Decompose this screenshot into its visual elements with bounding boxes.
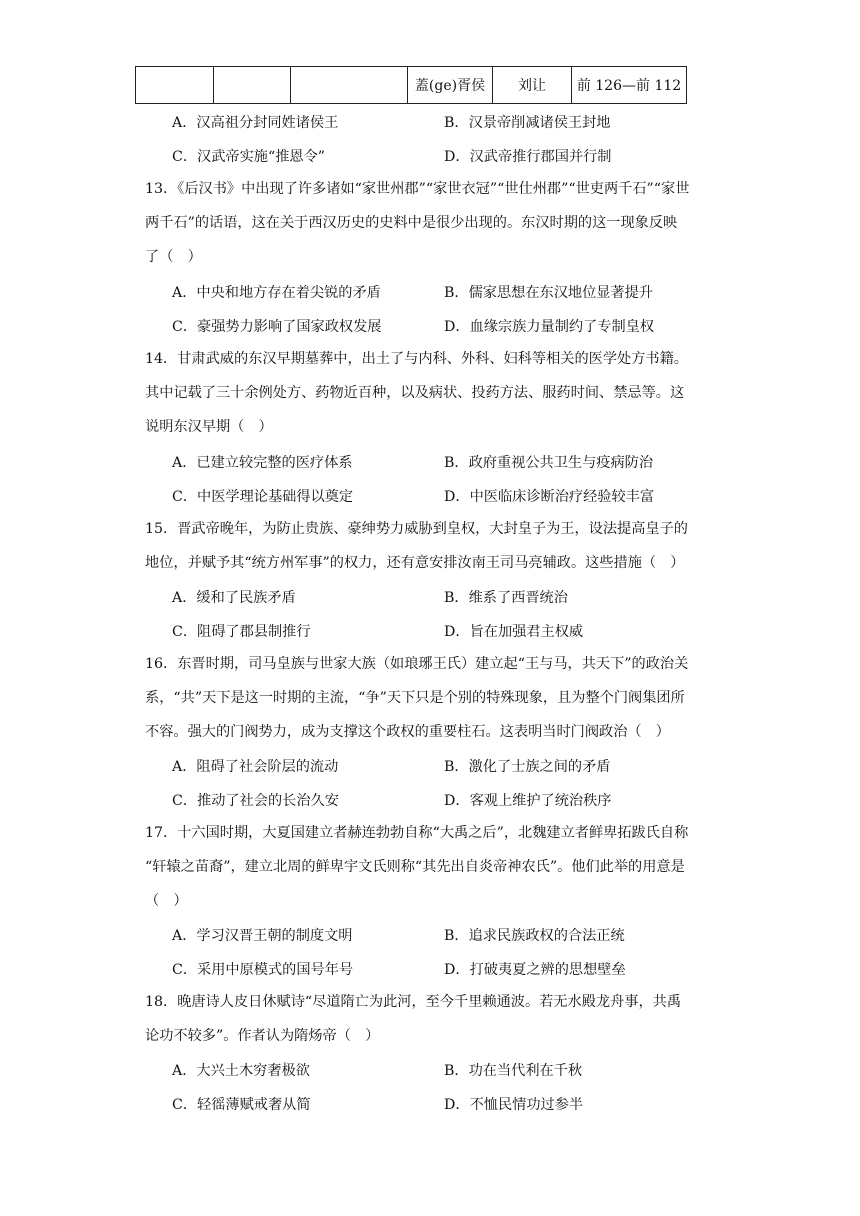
question-13 (145, 172, 725, 274)
option-c: C．轻徭薄赋戒奢从简 (172, 1097, 311, 1113)
option-a: A．大兴土木穷奢极欲 (172, 1063, 310, 1079)
option-c: C．采用中原模式的国号年号 (172, 962, 354, 978)
question-line: 14．甘肃武威的东汉早期墓葬中，出土了与内科、外科、妇科等相关的医学处方书籍。 (145, 351, 688, 367)
question-line: 说明东汉早期（ ） (145, 419, 273, 435)
option-a: A．汉高祖分封同姓诸侯王 (172, 115, 339, 131)
question-line: 系，“共”天下是这一时期的主流，“争”天下只是个别的特殊现象，且为整个门阀集团所 (145, 690, 685, 706)
option-d: D．旨在加强君主权威 (444, 624, 584, 640)
option-d: D．打破夷夏之辨的思想壁垒 (444, 962, 626, 978)
option-c: C．推动了社会的长治久安 (172, 793, 339, 809)
option-a: A．缓和了民族矛盾 (172, 590, 296, 606)
option-d: D．汉武帝推行郡国并行制 (444, 149, 612, 165)
option-b: B．追求民族政权的合法正统 (444, 928, 625, 944)
option-a: A．阻碍了社会阶层的流动 (172, 759, 339, 775)
table-cell: 刘让 (493, 67, 572, 104)
option-c: C．阻碍了郡县制推行 (172, 624, 311, 640)
table-cell (291, 67, 408, 104)
option-b: B．儒家思想在东汉地位显著提升 (444, 285, 654, 301)
question-line: “轩辕之苗裔”，建立北周的鲜卑宇文氏则称“其先出自炎帝神农氏”。他们此举的用意是 (145, 859, 685, 875)
question-line: 了（ ） (145, 249, 202, 265)
question-line: 不容。强大的门阀势力，成为支撑这个政权的重要柱石。这表明当时门阀政治（ ） (145, 724, 670, 740)
question-15 (145, 512, 725, 580)
option-b: B．功在当代利在千秋 (444, 1063, 583, 1079)
table-cell (214, 67, 291, 104)
question-18 (145, 985, 725, 1053)
option-d: D．不恤民情功过参半 (444, 1097, 584, 1113)
option-d: D．血缘宗族力量制约了专制皇权 (444, 319, 655, 335)
option-b: B．政府重视公共卫生与疫病防治 (444, 455, 654, 471)
question-line: （ ） (145, 893, 188, 909)
option-c: C．中医学理论基础得以奠定 (172, 489, 354, 505)
question-line: 16．东晋时期，司马皇族与世家大族（如琅琊王氏）建立起“王与马，共天下”的政治关 (145, 656, 689, 672)
question-14 (145, 342, 725, 444)
option-b: B．激化了士族之间的矛盾 (444, 759, 611, 775)
option-b: B．汉景帝削减诸侯王封地 (444, 115, 611, 131)
question-16 (145, 647, 725, 749)
option-d: D．中医临床诊断治疗经验较丰富 (444, 489, 655, 505)
option-a: A．学习汉晋王朝的制度文明 (172, 928, 353, 944)
question-17 (145, 816, 725, 918)
table-cell: 蓋(ge)胥侯 (408, 67, 493, 104)
question-line: 13．《后汉书》中出现了许多诸如“家世州郡”“家世衣冠”“世仕州郡”“世吏两千石”“家世 (145, 181, 690, 197)
option-c: C．汉武帝实施“推恩令” (172, 149, 326, 165)
option-d: D．客观上维护了统治秩序 (444, 793, 612, 809)
question-line: 17．十六国时期，大夏国建立者赫连勃勃自称“大禹之后”，北魏建立者鲜卑拓跋氏自称 (145, 825, 689, 841)
table-row (135, 66, 687, 104)
question-line: 18．晚唐诗人皮日休赋诗“尽道隋亡为此河，至今千里赖通波。若无水殿龙舟事，共禹 (145, 994, 682, 1010)
question-line: 论功不较多”。作者认为隋炀帝（ ） (145, 1028, 380, 1044)
option-c: C．豪强势力影响了国家政权发展 (172, 319, 382, 335)
option-b: B．维系了西晋统治 (444, 590, 568, 606)
question-line: 两千石”的话语，这在关于西汉历史的史料中是很少出现的。东汉时期的这一现象反映 (145, 215, 678, 231)
question-line: 地位，并赋予其“统方州军事”的权力，还有意安排汝南王司马亮辅政。这些措施（ ） (145, 555, 685, 571)
option-a: A．已建立较完整的医疗体系 (172, 455, 353, 471)
question-line: 其中记载了三十余例处方、药物近百种，以及病状、投药方法、服药时间、禁忌等。这 (145, 385, 685, 401)
table-cell: 前 126—前 112 (572, 67, 687, 104)
question-line: 15．晋武帝晚年，为防止贵族、豪绅势力威胁到皇权，大封皇子为王，设法提高皇子的 (145, 521, 688, 537)
option-a: A．中央和地方存在着尖锐的矛盾 (172, 285, 381, 301)
table-cell (136, 67, 214, 104)
